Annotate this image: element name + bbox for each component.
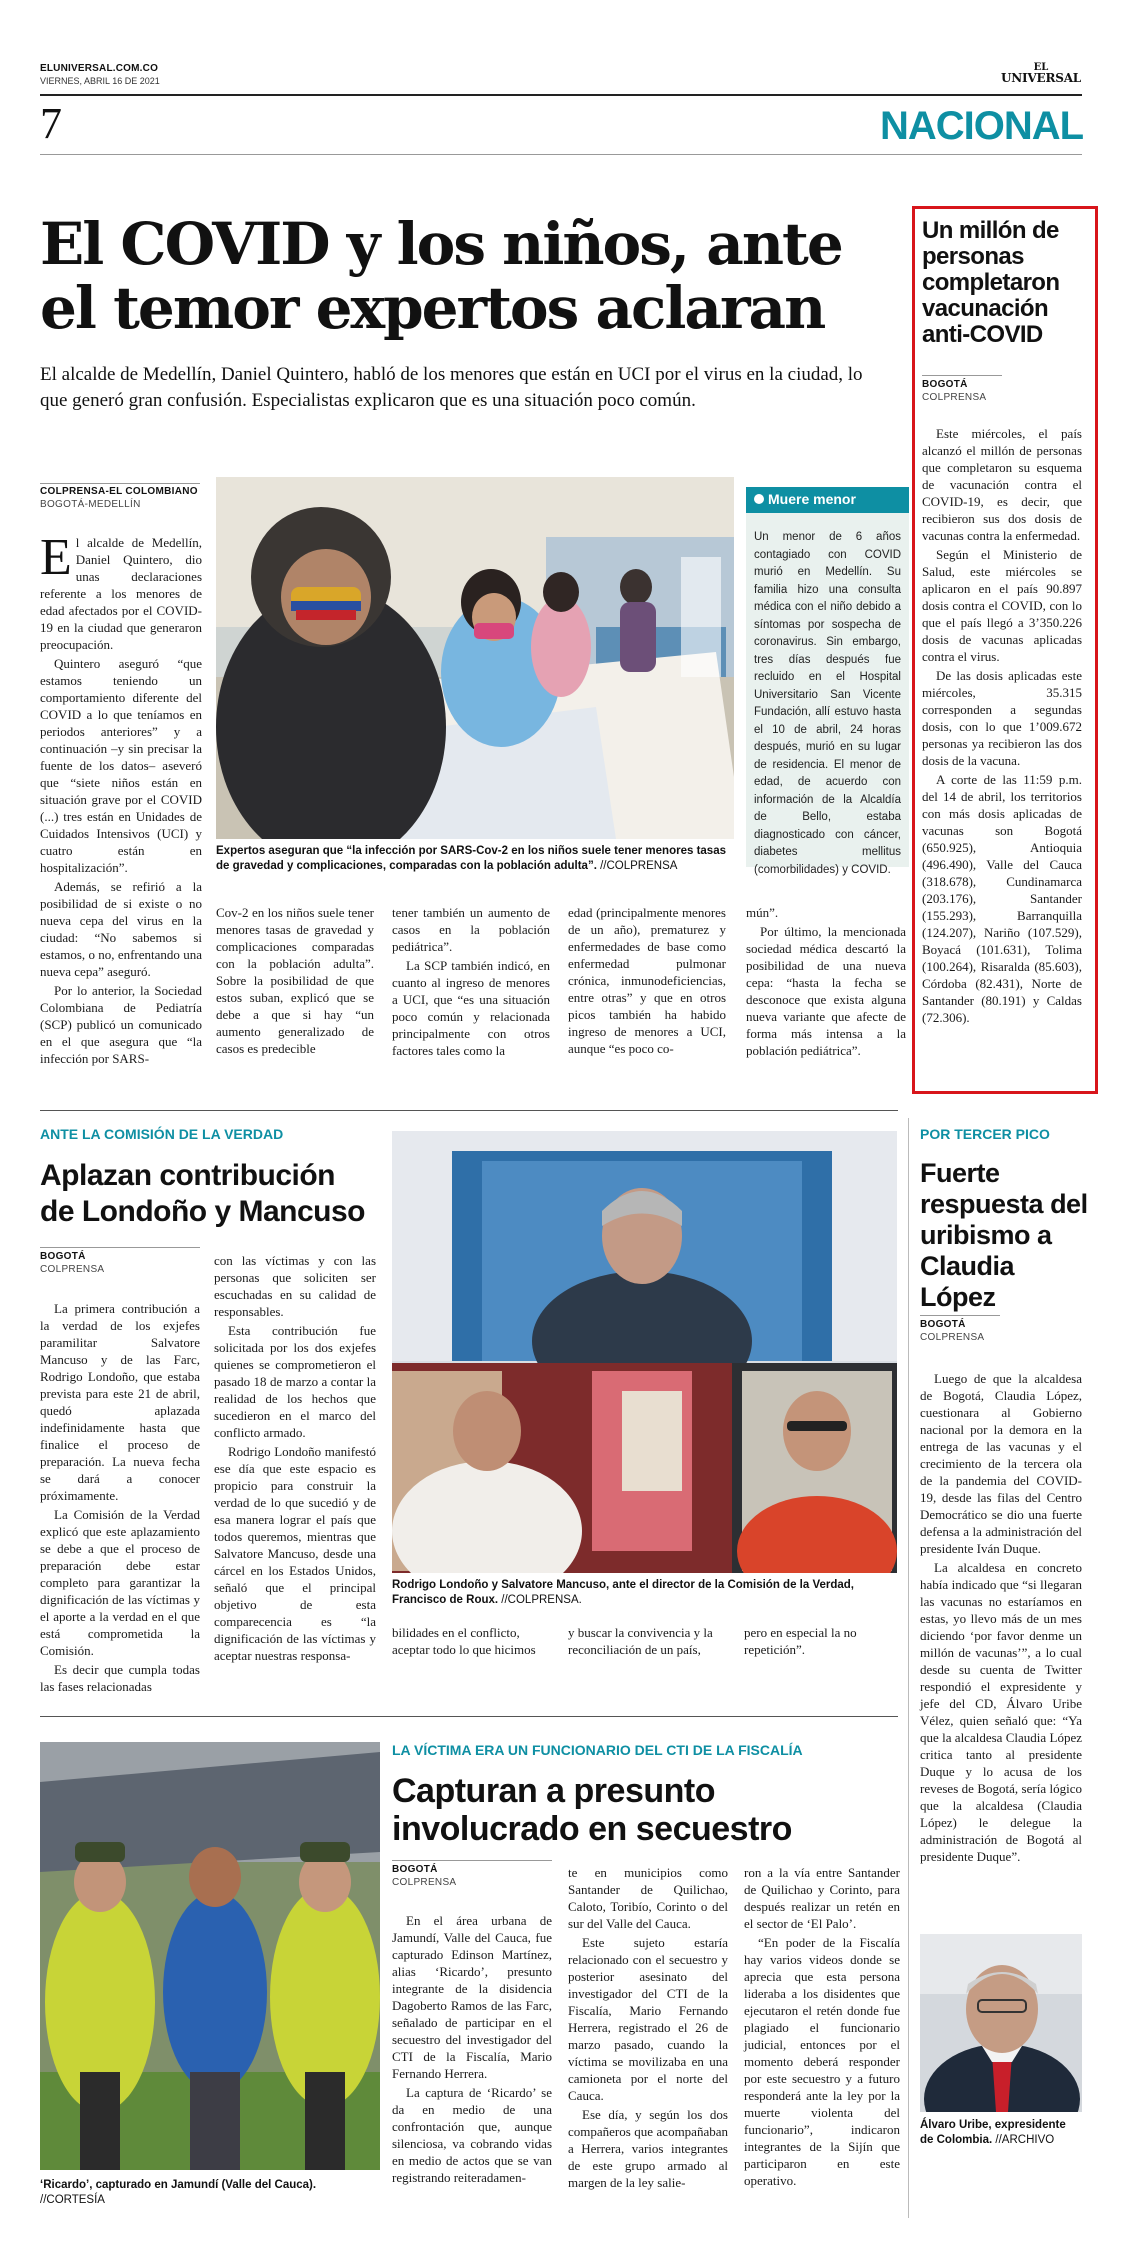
- truth-byline-agency: COLPRENSA: [40, 1264, 105, 1275]
- truth-col2: [214, 1252, 376, 1666]
- truth-byline-place: BOGOTÁ: [40, 1251, 86, 1262]
- main-col4: [568, 904, 726, 1059]
- vaccine-headline: Un millón de personas completaron vacunación anti-COVID: [922, 217, 1060, 348]
- kidnap-headline-line1: Capturan a presunto: [392, 1772, 715, 1810]
- kidnap-col1: [392, 1912, 552, 2188]
- truth-col2-p2: Esta contribución fue solicitada por los dos exjefes quienes se comprometieron el pasado 18 de marzo a contar la realidad de los hechos que sucedieron en el marco del conflicto armado.: [214, 1323, 376, 1440]
- section-separator-1: [40, 1110, 898, 1111]
- uribismo-body: [920, 1370, 1082, 1867]
- kidnap-byline-place: BOGOTÁ: [392, 1864, 438, 1875]
- kidnap-col2: [568, 1864, 728, 2193]
- logo-bottom: UNIVERSAL: [1000, 71, 1082, 85]
- main-byline-place: BOGOTÁ-MEDELLÍN: [40, 499, 141, 510]
- main-col1: [40, 529, 202, 1069]
- arrest-photo: [40, 1742, 380, 2170]
- truth-col3: bilidades en el conflicto, aceptar todo lo que hicimos: [392, 1625, 536, 1657]
- truth-col2-p1: con las víctimas y con las personas que soliciten ser escuchadas en su calidad de responsables.: [214, 1253, 376, 1319]
- uribismo-p1: Luego de que la alcaldesa de Bogotá, Claudia López, cuestionara al Gobierno nacional por la demora en la entrega de las vacunas y el crecimiento de la tercera ola de la pandemia del COVID-19, desde las filas del Centro Democrático se dio una fuerte defensa a la administración del presidente Iván Duque.: [920, 1371, 1082, 1556]
- main-col4-p1: edad (principalmente menores de un año), prematurez y enfermedades de base como enfermedad pulmonar crónica, inmunodeficiencias, entre otras” y que en otros picos también ha habido ingreso de menores a UCI, aunque “es poco co-: [568, 905, 726, 1056]
- main-col1-p3: Además, se refirió a la posibilidad de si existe o no nueva cepa del virus en la ciudad: “No sabemos si estamos, o no, enfrentando una nueva cepa” aseguró.: [40, 879, 202, 979]
- main-col1-p4: Por lo anterior, la Sociedad Colombiana de Pediatría (SCP) publicó un comunicado en el que asegura que “la infección por SARS-: [40, 983, 202, 1066]
- commission-photo: [392, 1131, 897, 1573]
- kidnap-col1-p1: En el área urbana de Jamundí, Valle del Cauca, fue capturado Edinson Martínez, alias ‘Ricardo’, presunto integrante de la disidencia Dagoberto Ramos de las Farc, señalado de participar en el secuestro del investigador del CTI de la Fiscalía, Mario Fernando Herrera.: [392, 1913, 552, 2081]
- truth-col2-p3: Rodrigo Londoño manifestó ese día que este espacio es propicio para construir la verdad de lo que sucedió y de esa manera lograr el país que todos queremos, mientras que Salvatore Mancuso, desde una cárcel en los Estados Unidos, señaló que el principal objetivo de esta comparecencia es “la dignificación de las víctimas y aceptar nuestras responsa-: [214, 1444, 376, 1663]
- main-col1-p1: l alcalde de Medellín, Daniel Quintero, dio unas declaraciones referente a los menores de edad afectados por el COVID-19 en la ciudad que generaron preocupación.: [40, 535, 202, 652]
- vaccine-byline-rule: [922, 375, 1002, 376]
- dropcap: E: [40, 529, 72, 586]
- kidnap-col1-p2: La captura de ‘Ricardo’ se da en medio de una confrontación que, aunque silenciosa, va cobrando vidas en medio de actos que se van registrando reiteradamen-: [392, 2085, 552, 2185]
- vaccine-byline-agency: COLPRENSA: [922, 392, 987, 403]
- uribismo-headline: Fuerte respuesta del uribismo a Claudia López: [920, 1158, 1088, 1312]
- kidnap-col3: [744, 1864, 900, 2191]
- uribe-caption-credit: //ARCHIVO: [992, 2134, 1055, 2146]
- kidnap-col3-p1: ron a la vía entre Santander de Quilichao y Corinto, para después realizar un retén en el sector de ‘El Palo’.: [744, 1865, 900, 1931]
- truth-col4: y buscar la convivencia y la reconciliación de un país,: [568, 1625, 713, 1657]
- kids-caption-text: Expertos aseguran que “la infección por SARS-Cov-2 en los niños suele tener menores tasas de gravedad y complicaciones, comparadas con la población adulta”.: [216, 845, 726, 872]
- uribismo-byline-agency: COLPRENSA: [920, 1332, 985, 1343]
- muere-menor-text: Un menor de 6 años contagiado con COVID murió en Medellín. Su familia hizo una consulta médica con el niño debido a síntomas por sospecha de coronavirus. Sin embargo, tres días después fue recluido en el Hospital Universitario San Vicente Fundación, allí estuvo hasta el 10 de abril, 24 horas después, murió en su lugar de residencia. El menor de edad, de acuerdo con información de la Alcaldía de Bello, estaba diagnosticado con cáncer, diabetes mellitus (comorbilidades) y COVID.: [754, 531, 901, 876]
- main-col5-p2: Por último, la mencionada sociedad médica descartó la posibilidad de una nueva cepa: “hasta la fecha se desconoce que exista alguna nueva variante que afecte de forma más intensa a la población pediátrica”.: [746, 924, 906, 1058]
- truth-col5: pero en especial la no repetición”.: [744, 1625, 857, 1657]
- commission-caption-credit: //COLPRENSA.: [498, 1594, 582, 1606]
- main-headline-line1: El COVID y los niños, ante: [40, 210, 842, 278]
- kidnap-col3-p2: “En poder de la Fiscalía hay varios videos donde se aprecia que esta persona lideraba a los disidentes que ejecutaron el retén donde fue plagiado el funcionario judicial, entonces por el momento deberá responder por este secuestro y a futuro responderá ante la ley por la muerte violenta del funcionario”, indicaron integrantes de la Sijín que participaron en este operativo.: [744, 1935, 900, 2188]
- issue-date: VIERNES, ABRIL 16 DE 2021: [40, 76, 160, 86]
- truth-col1: [40, 1300, 200, 1697]
- truth-headline: [40, 1158, 400, 1230]
- kidnap-headline-line2: involucrado en secuestro: [392, 1810, 792, 1848]
- page-number: 7: [40, 99, 62, 148]
- uribismo-byline-rule: [920, 1315, 1000, 1316]
- arrest-caption-credit: //CORTESÍA: [40, 2194, 105, 2206]
- commission-photo-illustration: [392, 1131, 897, 1573]
- main-col5-p1: mún”.: [746, 905, 779, 920]
- vaccine-p1: Este miércoles, el país alcanzó el millón de personas que completaron su esquema de vacunación contra el COVID-19, es decir, que recibieron sus dos dosis de vacunas contra la enfermedad.: [922, 426, 1082, 543]
- kidnap-col2-p1: te en municipios como Santander de Quilichao, Caloto, Toribío, Corinto o del sur del Valle del Cauca.: [568, 1865, 728, 1931]
- uribismo-p2: La alcaldesa en concreto había indicado que “si llegaran las vacunas no estaríamos en estas, yo llevo más de un mes diciendo ‘por favor denme un millón de vacunas’”, a lo cual desde su cuenta de Twitter respondió el expresidente y jefe del CD, Álvaro Uribe Vélez, quien señaló que: “Ya que la alcaldesa Claudia López critica tanto al presidente Duque y lo acusa de los reveses de Bogotá, sería lógico que la alcaldesa (Claudia López) le delegue la administración de Bogotá al presidente Duque”.: [920, 1560, 1082, 1864]
- arrest-photo-illustration: [40, 1742, 380, 2170]
- truth-headline-line1: Aplazan contribución: [40, 1159, 336, 1192]
- main-col3: [392, 904, 550, 1061]
- truth-headline-line2: de Londoño y Mancuso: [40, 1195, 365, 1228]
- muere-menor-title: Muere menor: [768, 491, 856, 507]
- uribismo-kicker: POR TERCER PICO: [920, 1126, 1050, 1142]
- commission-caption-text: Rodrigo Londoño y Salvatore Mancuso, ante el director de la Comisión de la Verdad, Francisco de Roux.: [392, 1579, 855, 1606]
- main-col3-p1: tener también un aumento de casos en la población pediátrica”.: [392, 905, 550, 954]
- main-byline-agency: COLPRENSA-EL COLOMBIANO: [40, 486, 198, 497]
- main-col1-p2: Quintero aseguró “que estamos teniendo un comportamiento diferente del COVID a lo que teníamos en periodos anteriores” y a continuación –y sin precisar la fuente de los datos– aseveró que “siete niños están en situación grave por el COVID (...) tres están en Unidades de Cuidados Intensivos (UCI) y cuatro están en hospitalización”.: [40, 656, 202, 875]
- column-divider-right: [908, 1118, 909, 2218]
- uribe-photo-caption: [920, 2118, 1082, 2148]
- kids-photo: [216, 477, 734, 839]
- arrest-caption-text: ‘Ricardo’, capturado en Jamundí (Valle del Cauca).: [40, 2179, 317, 2191]
- kidnap-kicker: LA VÍCTIMA ERA UN FUNCIONARIO DEL CTI DE LA FISCALÍA: [392, 1742, 803, 1758]
- truth-byline-rule: [40, 1247, 200, 1248]
- muere-menor-box: [746, 487, 909, 876]
- commission-photo-caption: [392, 1578, 897, 1608]
- kidnap-col2-p2: Este sujeto estaría relacionado con el secuestro y posterior asesinato del investigador del CTI de la Fiscalía, Mario Fernando Herrera, registrado el 26 de marzo pasado, cuando la víctima se movilizaba en una camioneta por el norte del Cauca.: [568, 1935, 728, 2103]
- main-col3-p2: La SCP también indicó, en cuanto al ingreso de menores a UCI, que “es una situación poco común y relacionada principalmente con otros factores tales como la: [392, 958, 550, 1058]
- vaccine-p4: A corte de las 11:59 p.m. del 14 de abril, los territorios con más dosis aplicadas de vacunas son Bogotá (650.925), Antioquia (496.490), Valle del Cauca (318.678), Cundinamarca (203.176), Santander (155.293), Barranquilla (124.207), Nariño (107.529), Boyacá (101.631), Tolima (100.264), Risaralda (85.603), Córdoba (82.431), Norte de Santander (80.191) y Caldas (72.306).: [922, 772, 1082, 1025]
- truth-col1-p3: Es decir que cumpla todas las fases relacionadas: [40, 1662, 200, 1694]
- muere-menor-header: [746, 487, 909, 513]
- masthead-rule: [40, 94, 1082, 96]
- newspaper-logo: [1000, 62, 1082, 84]
- kidnap-byline-agency: COLPRENSA: [392, 1877, 457, 1888]
- kidnap-headline: [392, 1772, 902, 1848]
- logo-top: EL: [1033, 62, 1049, 73]
- uribismo-byline-place: BOGOTÁ: [920, 1319, 966, 1330]
- vaccine-body: [922, 425, 1082, 1028]
- uribe-caption-text: Álvaro Uribe, expresidente de Colombia.: [920, 2119, 1066, 2146]
- section-rule: [40, 154, 1082, 155]
- bullet-dot-icon: [754, 494, 764, 504]
- kids-photo-illustration: [216, 477, 734, 839]
- section-separator-2: [40, 1716, 898, 1717]
- main-col2-p1: Cov-2 en los niños suele tener menores tasas de gravedad y complicaciones comparadas con la población adulta”. Sobre la posibilidad de que estos suban, explicó que se debe a que si hay “un aumento generalizado de casos es predecible: [216, 905, 374, 1056]
- truth-kicker: ANTE LA COMISIÓN DE LA VERDAD: [40, 1126, 284, 1142]
- main-headline-line2: el temor expertos aclaran: [40, 274, 825, 342]
- main-col2: [216, 904, 374, 1059]
- vaccine-p2: Según el Ministerio de Salud, este miércoles se aplicaron en el país 90.897 dosis contra el COVID, con lo que el país llegó a 3’350.226 dosis de vacunas aplicadas contra el virus.: [922, 547, 1082, 664]
- truth-col1-p2: La Comisión de la Verdad explicó que este aplazamiento se debe a que el proceso de preparación debe estar completo para garantizar la dignificación de las víctimas y el aporte a la verdad en el que está comprometida la Comisión.: [40, 1507, 200, 1658]
- section-name: NACIONAL: [880, 104, 1084, 148]
- truth-col1-p1: La primera contribución a la verdad de los exjefes paramilitar Salvatore Mancuso y de las Farc, Rodrigo Londoño, que estaba prevista para este 21 de abril, quedó aplazada indefinidamente hasta que finalice el proceso de preparación. La nueva fecha se dará a conocer próximamente.: [40, 1301, 200, 1503]
- byline-rule-main: [40, 483, 200, 484]
- kidnap-col2-p3: Ese día, y según los dos compañeros que acompañaban a Herrera, varios integrantes de este grupo armado al margen de la ley salie-: [568, 2107, 728, 2190]
- main-deck: El alcalde de Medellín, Daniel Quintero, habló de los menores que están en UCI por el virus en la ciudad, lo que generó gran confusión. Especialistas explicaron que es una situación poco común.: [40, 364, 863, 411]
- kids-photo-caption: [216, 844, 734, 874]
- vaccine-p3: De las dosis aplicadas este miércoles, 35.315 corresponden a segundas dosis, con lo que 1’009.672 personas ya recibieron las dos dosis de la vacuna.: [922, 668, 1082, 768]
- main-col5: [746, 904, 906, 1061]
- kids-caption-credit: //COLPRENSA: [596, 860, 678, 872]
- uribe-photo-illustration: [920, 1934, 1082, 2112]
- vaccine-byline-place: BOGOTÁ: [922, 379, 968, 390]
- arrest-photo-caption: [40, 2178, 380, 2208]
- site-url: ELUNIVERSAL.COM.CO: [40, 63, 159, 74]
- main-headline: [40, 212, 860, 340]
- kidnap-byline-rule: [392, 1860, 552, 1861]
- uribe-photo: [920, 1934, 1082, 2112]
